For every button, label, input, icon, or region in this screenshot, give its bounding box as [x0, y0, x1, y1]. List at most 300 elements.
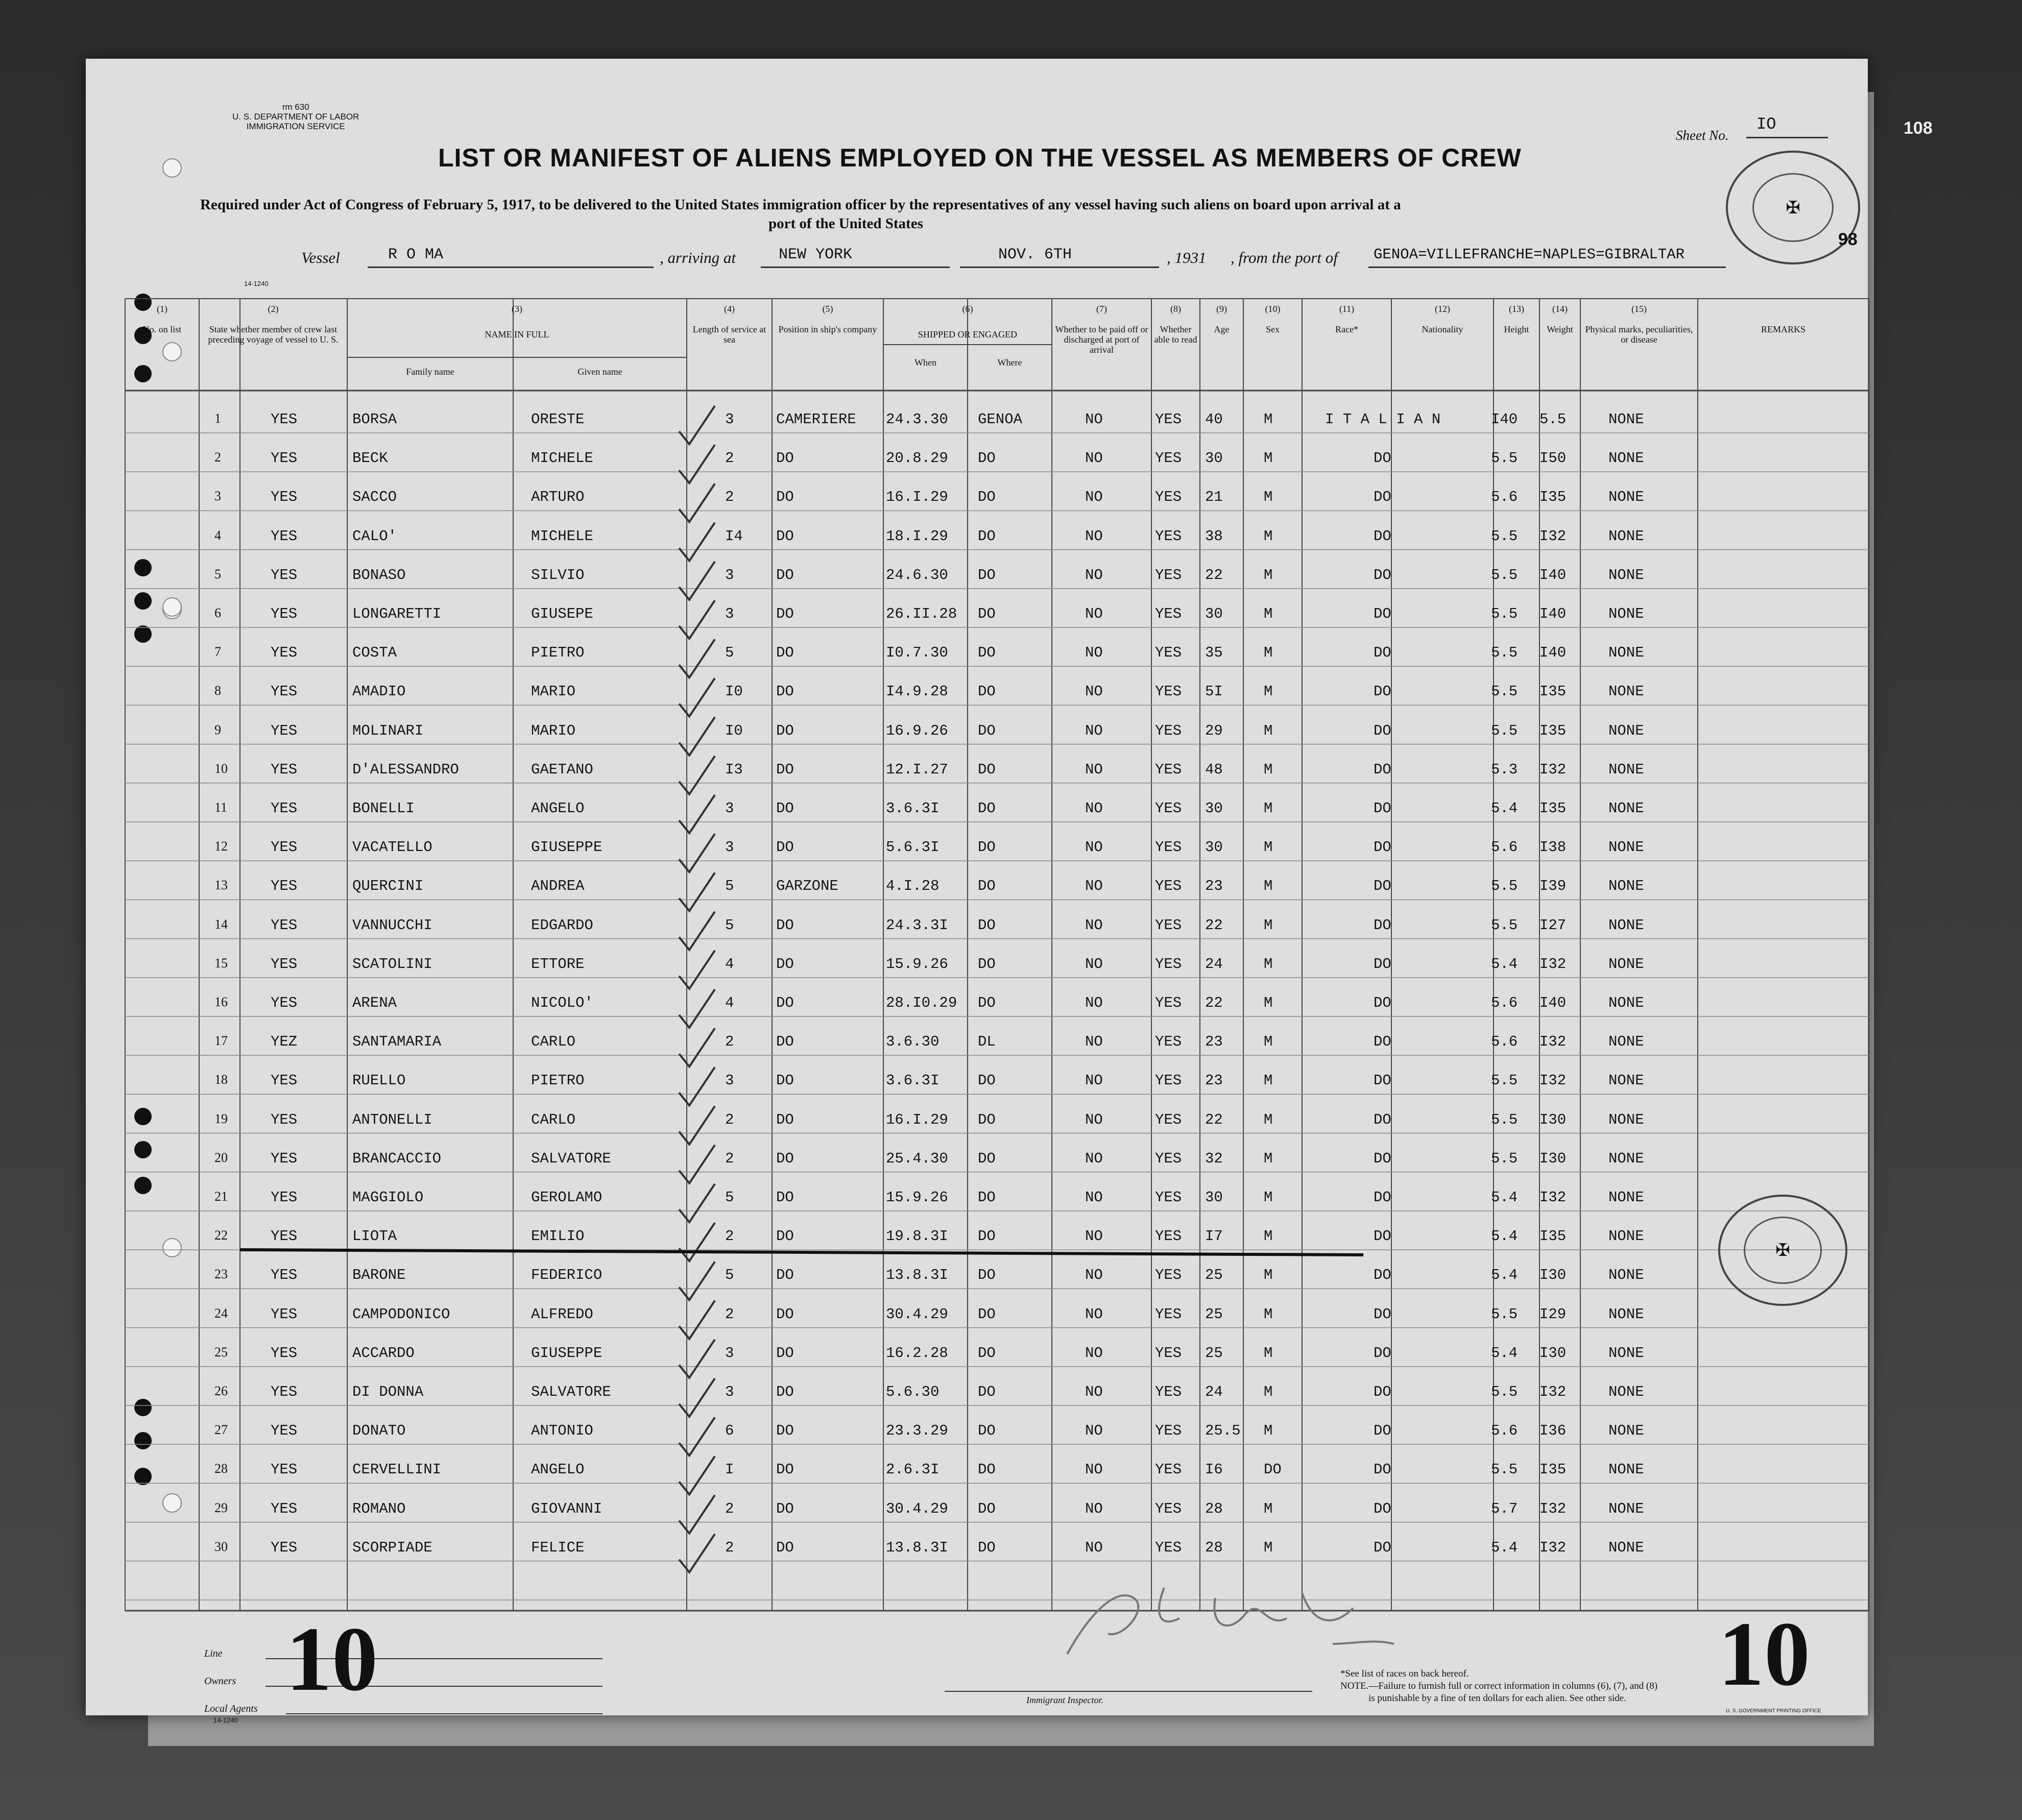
cell-paid-off: NO	[1085, 994, 1103, 1011]
cell-family-name: D'ALESSANDRO	[352, 761, 459, 778]
subtitle-line-2: port of the United States	[768, 215, 923, 232]
check-mark	[679, 1261, 715, 1300]
cell-shipped-where: DO	[978, 527, 996, 545]
cell-physical-marks: NONE	[1608, 527, 1644, 545]
cell-line-number: 9	[214, 722, 221, 737]
cell-shipped-where: DO	[978, 1461, 996, 1478]
cell-shipped-where: DO	[978, 916, 996, 934]
cell-given-name: CARLO	[531, 1111, 576, 1128]
cell-physical-marks: NONE	[1608, 1500, 1644, 1517]
column-header-14: Physical marks, peculiarities, or disease	[1585, 324, 1693, 345]
ports-of-departure: GENOA=VILLEFRANCHE=NAPLES=GIBRALTAR	[1374, 246, 1685, 263]
cell-paid-off: NO	[1085, 1461, 1103, 1478]
cell-age: 28	[1205, 1539, 1223, 1556]
cell-prior-voyage: YES	[271, 1539, 298, 1556]
column-header-6: Whether to be paid off or discharged at port of arrival	[1055, 324, 1148, 355]
cell-physical-marks: NONE	[1608, 800, 1644, 817]
cell-family-name: SCORPIADE	[352, 1539, 432, 1556]
stamp-number-98: 98	[1838, 230, 1858, 249]
cell-paid-off: NO	[1085, 411, 1103, 428]
cell-able-to-read: YES	[1155, 722, 1182, 739]
cell-prior-voyage: YES	[271, 1072, 298, 1089]
cell-physical-marks: NONE	[1608, 761, 1644, 778]
cell-service-length: 6	[725, 1422, 734, 1440]
check-mark	[679, 951, 715, 989]
check-mark	[679, 1534, 715, 1572]
cell-family-name: BARONE	[352, 1267, 406, 1284]
cell-weight: I32	[1539, 1072, 1567, 1089]
cell-weight: I32	[1539, 1033, 1567, 1051]
cell-weight: I32	[1539, 527, 1567, 545]
cell-service-length: 3	[725, 1072, 734, 1089]
cell-height: 5.6	[1491, 1422, 1518, 1440]
cell-paid-off: NO	[1085, 722, 1103, 739]
cell-line-number: 11	[214, 800, 228, 815]
cell-line-number: 18	[214, 1072, 228, 1087]
cell-physical-marks: NONE	[1608, 839, 1644, 856]
cell-age: 35	[1205, 644, 1223, 662]
cell-line-number: 12	[214, 839, 228, 854]
cell-service-length: 2	[725, 1150, 734, 1167]
check-mark	[679, 795, 715, 833]
column-header-7: Whether able to read	[1154, 324, 1197, 345]
cell-family-name: CALO'	[352, 527, 397, 545]
cell-height: 5.5	[1491, 1305, 1518, 1323]
cell-age: 21	[1205, 489, 1223, 506]
column-header-10: Race*	[1335, 324, 1358, 334]
cell-position: CAMERIERE	[776, 411, 856, 428]
arriving-label: , arriving at	[660, 249, 736, 266]
cell-age: 22	[1205, 566, 1223, 584]
cell-height: 5.5	[1491, 1384, 1518, 1400]
cell-position: DO	[776, 1539, 794, 1556]
cell-shipped-when: 30.4.29	[886, 1500, 948, 1517]
cell-shipped-where: DO	[978, 1189, 996, 1206]
cell-shipped-when: 16.I.29	[886, 489, 948, 506]
cell-given-name: SALVATORE	[531, 1150, 611, 1167]
check-mark	[679, 1106, 715, 1145]
cell-service-length: 3	[725, 800, 734, 817]
cell-shipped-where: DO	[978, 761, 996, 778]
cell-line-number: 28	[214, 1461, 228, 1476]
cell-nationality: DO	[1374, 761, 1391, 778]
cell-line-number: 5	[214, 566, 221, 581]
eagle-emblem-icon: ✠	[1752, 173, 1834, 242]
cell-given-name: GEROLAMO	[531, 1189, 603, 1206]
strike-through-row-22	[240, 1250, 1363, 1255]
column-subheader-5-0: When	[914, 357, 936, 368]
cell-paid-off: NO	[1085, 1111, 1103, 1128]
cell-line-number: 20	[214, 1150, 228, 1165]
cell-position: DO	[776, 1422, 794, 1440]
cell-age: 23	[1205, 1033, 1223, 1051]
cell-prior-voyage: YES	[271, 1267, 298, 1284]
cell-nationality: DO	[1374, 566, 1391, 584]
cell-position: DO	[776, 1150, 794, 1167]
column-number-4: (5)	[822, 304, 833, 314]
cell-paid-off: NO	[1085, 1384, 1103, 1400]
handwritten-number-right: 10	[1718, 1603, 1810, 1705]
cell-given-name: MICHELE	[531, 527, 593, 545]
cell-given-name: CARLO	[531, 1033, 576, 1051]
cell-service-length: 5	[725, 1267, 734, 1284]
cell-prior-voyage: YES	[271, 644, 298, 662]
cell-height: 5.5	[1491, 1461, 1518, 1478]
cell-given-name: GIUSEPPE	[531, 1344, 603, 1362]
cell-position: DO	[776, 916, 794, 934]
cell-shipped-where: DO	[978, 1344, 996, 1362]
cell-physical-marks: NONE	[1608, 1150, 1644, 1167]
check-mark	[679, 562, 715, 600]
cell-line-number: 24	[214, 1305, 228, 1321]
cell-paid-off: NO	[1085, 839, 1103, 856]
cell-nationality: DO	[1374, 839, 1391, 856]
cell-nationality: DO	[1374, 994, 1391, 1011]
cell-height: I40	[1491, 411, 1518, 428]
cell-sex: M	[1264, 955, 1273, 973]
column-number-8: (9)	[1216, 304, 1227, 314]
cell-family-name: BONASO	[352, 566, 406, 584]
cell-paid-off: NO	[1085, 1344, 1103, 1362]
cell-physical-marks: NONE	[1608, 450, 1644, 467]
check-mark	[679, 1184, 715, 1222]
cell-sex: M	[1264, 878, 1273, 895]
cell-height: 5.4	[1491, 1344, 1518, 1362]
cell-prior-voyage: YES	[271, 722, 298, 739]
cell-paid-off: NO	[1085, 683, 1103, 700]
column-number-11: (12)	[1435, 304, 1450, 314]
cell-height: 5.4	[1491, 955, 1518, 973]
cell-shipped-when: 18.I.29	[886, 527, 948, 545]
cell-line-number: 6	[214, 605, 221, 620]
cell-shipped-when: 19.8.3I	[886, 1228, 948, 1245]
cell-age: 22	[1205, 916, 1223, 934]
cell-weight: I35	[1539, 800, 1567, 817]
cell-physical-marks: NONE	[1608, 1539, 1644, 1556]
check-mark	[679, 1067, 715, 1105]
cell-weight: I40	[1539, 994, 1567, 1011]
cell-given-name: ORESTE	[531, 411, 585, 428]
cell-nationality: DO	[1374, 1228, 1391, 1245]
cell-given-name: EDGARDO	[531, 916, 593, 934]
cell-height: 5.5	[1491, 566, 1518, 584]
cell-nationality: DO	[1374, 1344, 1391, 1362]
cell-height: 5.5	[1491, 1111, 1518, 1128]
cell-shipped-when: 26.II.28	[886, 605, 957, 622]
cell-shipped-where: DO	[978, 839, 996, 856]
cell-position: DO	[776, 722, 794, 739]
cell-weight: I32	[1539, 1500, 1567, 1517]
cell-sex: M	[1264, 450, 1273, 467]
cell-weight: I35	[1539, 683, 1567, 700]
cell-family-name: DI DONNA	[352, 1384, 424, 1400]
cell-sex: M	[1264, 1267, 1273, 1284]
cell-physical-marks: NONE	[1608, 644, 1644, 662]
cell-service-length: 3	[725, 566, 734, 584]
cell-shipped-where: DO	[978, 1539, 996, 1556]
cell-nationality: DO	[1374, 489, 1391, 506]
cell-prior-voyage: YES	[271, 527, 298, 545]
column-number-0: (1)	[157, 304, 167, 314]
cell-weight: I32	[1539, 761, 1567, 778]
cell-prior-voyage: YES	[271, 761, 298, 778]
cell-shipped-when: 2.6.3I	[886, 1461, 940, 1478]
column-header-13: Weight	[1547, 324, 1573, 334]
subtitle-line-1: Required under Act of Congress of February 5, 1917, to be delivered to the United States immigration officer by the representatives of any vessel having such aliens on board upon arrival at a	[200, 197, 1401, 213]
cell-service-length: 3	[725, 411, 734, 428]
check-mark	[679, 1223, 715, 1261]
cell-line-number: 30	[214, 1539, 228, 1554]
form-code-top: 14-1240	[244, 280, 269, 287]
cell-given-name: NICOLO'	[531, 994, 593, 1011]
cell-shipped-where: DO	[978, 994, 996, 1011]
cell-shipped-where: DO	[978, 1267, 996, 1284]
cell-shipped-where: DO	[978, 1422, 996, 1440]
cell-able-to-read: YES	[1155, 761, 1182, 778]
cell-sex: M	[1264, 527, 1273, 545]
cell-shipped-when: 12.I.27	[886, 761, 948, 778]
cell-able-to-read: YES	[1155, 683, 1182, 700]
cell-shipped-when: 15.9.26	[886, 955, 948, 973]
cell-family-name: MOLINARI	[352, 722, 424, 739]
cell-given-name: FEDERICO	[531, 1267, 603, 1284]
cell-sex: M	[1264, 1384, 1273, 1400]
cell-shipped-when: 30.4.29	[886, 1305, 948, 1323]
cell-position: DO	[776, 1344, 794, 1362]
cell-given-name: PIETRO	[531, 644, 585, 662]
cell-able-to-read: YES	[1155, 1384, 1182, 1400]
cell-height: 5.6	[1491, 1033, 1518, 1051]
cell-weight: I35	[1539, 489, 1567, 506]
cell-position: DO	[776, 1267, 794, 1284]
column-subheader-5-1: Where	[997, 357, 1022, 368]
cell-shipped-where: DL	[978, 1033, 996, 1051]
column-header-11: Nationality	[1422, 324, 1463, 334]
cell-sex: DO	[1264, 1461, 1282, 1478]
cell-service-length: 2	[725, 489, 734, 506]
cell-age: 25.5	[1205, 1422, 1241, 1440]
cell-given-name: ANGELO	[531, 1461, 585, 1478]
cell-prior-voyage: YES	[271, 1422, 298, 1440]
cell-given-name: SILVIO	[531, 566, 585, 584]
cell-shipped-when: 28.I0.29	[886, 994, 957, 1011]
check-mark	[679, 1340, 715, 1378]
cell-age: 29	[1205, 722, 1223, 739]
cell-nationality: DO	[1374, 1267, 1391, 1284]
cell-age: 38	[1205, 527, 1223, 545]
check-mark	[679, 912, 715, 950]
column-subheader-2-1: Given name	[577, 367, 622, 377]
cell-nationality: DO	[1374, 1539, 1391, 1556]
cell-shipped-where: DO	[978, 489, 996, 506]
footer-line-label: Line	[204, 1648, 223, 1659]
cell-shipped-where: DO	[978, 722, 996, 739]
cell-shipped-where: DO	[978, 1072, 996, 1089]
cell-service-length: 2	[725, 1305, 734, 1323]
cell-position: DO	[776, 683, 794, 700]
cell-physical-marks: NONE	[1608, 1305, 1644, 1323]
cell-height: 5.4	[1491, 1228, 1518, 1245]
cell-sex: M	[1264, 1422, 1273, 1440]
cell-shipped-when: 23.3.29	[886, 1422, 948, 1440]
cell-service-length: 2	[725, 1111, 734, 1128]
cell-prior-voyage: YES	[271, 489, 298, 506]
column-number-9: (10)	[1265, 304, 1281, 314]
cell-position: DO	[776, 1033, 794, 1051]
cell-shipped-when: 3.6.3I	[886, 800, 940, 817]
column-number-1: (2)	[268, 304, 279, 314]
cell-family-name: CERVELLINI	[352, 1461, 442, 1478]
cell-age: 48	[1205, 761, 1223, 778]
cell-age: 22	[1205, 994, 1223, 1011]
cell-able-to-read: YES	[1155, 1500, 1182, 1517]
cell-nationality: DO	[1374, 1150, 1391, 1167]
cell-given-name: ARTURO	[531, 489, 585, 506]
cell-weight: I35	[1539, 722, 1567, 739]
cell-family-name: ANTONELLI	[352, 1111, 432, 1128]
cell-able-to-read: YES	[1155, 1111, 1182, 1128]
cell-paid-off: NO	[1085, 1189, 1103, 1206]
cell-prior-voyage: YES	[271, 916, 298, 934]
cell-sex: M	[1264, 722, 1273, 739]
cell-given-name: ANGELO	[531, 800, 585, 817]
cell-age: 22	[1205, 1111, 1223, 1128]
check-mark	[679, 756, 715, 794]
cell-paid-off: NO	[1085, 1150, 1103, 1167]
cell-sex: M	[1264, 1228, 1273, 1245]
cell-family-name: LIOTA	[352, 1228, 397, 1245]
cell-line-number: 22	[214, 1228, 228, 1243]
cell-position: DO	[776, 761, 794, 778]
cell-line-number: 7	[214, 644, 221, 660]
cell-height: 5.4	[1491, 1539, 1518, 1556]
cell-service-length: 2	[725, 1033, 734, 1051]
races-footnote: *See list of races on back hereof.	[1340, 1668, 1469, 1679]
cell-line-number: 29	[214, 1500, 228, 1515]
handwritten-number-left: 10	[286, 1608, 378, 1710]
cell-nationality: DO	[1374, 916, 1391, 934]
cell-prior-voyage: YES	[271, 566, 298, 584]
cell-prior-voyage: YES	[271, 1384, 298, 1400]
check-mark	[679, 717, 715, 756]
form-number: rm 630	[282, 102, 309, 112]
form-code-bottom: 14-1240	[213, 1716, 238, 1724]
cell-physical-marks: NONE	[1608, 1072, 1644, 1089]
cell-weight: I30	[1539, 1111, 1567, 1128]
cell-prior-voyage: YES	[271, 411, 298, 428]
cell-height: 5.5	[1491, 722, 1518, 739]
cell-able-to-read: YES	[1155, 1150, 1182, 1167]
column-number-14: (15)	[1631, 304, 1647, 314]
cell-weight: I40	[1539, 605, 1567, 622]
check-mark	[679, 523, 715, 561]
cell-shipped-when: 16.2.28	[886, 1344, 948, 1362]
cell-paid-off: NO	[1085, 800, 1103, 817]
cell-line-number: 23	[214, 1267, 228, 1282]
eagle-emblem-icon: ✠	[1744, 1217, 1822, 1284]
cell-position: DO	[776, 1461, 794, 1478]
cell-shipped-where: DO	[978, 800, 996, 817]
cell-nationality: DO	[1374, 722, 1391, 739]
cell-weight: I30	[1539, 1344, 1567, 1362]
cell-shipped-where: DO	[978, 1384, 996, 1400]
cell-family-name: BORSA	[352, 411, 397, 428]
cell-position: DO	[776, 955, 794, 973]
cell-prior-voyage: YES	[271, 839, 298, 856]
cell-line-number: 15	[214, 955, 228, 970]
cell-service-length: I0	[725, 683, 743, 700]
arrival-date: NOV. 6TH	[998, 246, 1072, 263]
cell-sex: M	[1264, 916, 1273, 934]
cell-able-to-read: YES	[1155, 1344, 1182, 1362]
cell-race: I T A L I A N	[1325, 411, 1441, 428]
cell-able-to-read: YES	[1155, 1072, 1182, 1089]
cell-family-name: SANTAMARIA	[352, 1033, 442, 1051]
cell-nationality: DO	[1374, 644, 1391, 662]
cell-height: 5.5	[1491, 644, 1518, 662]
cell-physical-marks: NONE	[1608, 1228, 1644, 1245]
cell-shipped-when: 4.I.28	[886, 878, 940, 895]
cell-height: 5.5	[1491, 878, 1518, 895]
cell-sex: M	[1264, 605, 1273, 622]
cell-age: 32	[1205, 1150, 1223, 1167]
column-number-3: (4)	[724, 304, 735, 314]
cell-sex: M	[1264, 1072, 1273, 1089]
cell-prior-voyage: YES	[271, 800, 298, 817]
cell-height: 5.5	[1491, 1072, 1518, 1089]
cell-nationality: DO	[1374, 1033, 1391, 1051]
cell-sex: M	[1264, 994, 1273, 1011]
cell-able-to-read: YES	[1155, 1228, 1182, 1245]
cell-prior-voyage: YES	[271, 1344, 298, 1362]
cell-able-to-read: YES	[1155, 527, 1182, 545]
cell-weight: I32	[1539, 955, 1567, 973]
cell-weight: I39	[1539, 878, 1567, 895]
cell-shipped-where: DO	[978, 1150, 996, 1167]
cell-given-name: GAETANO	[531, 761, 593, 778]
cell-shipped-when: 24.6.30	[886, 566, 948, 584]
cell-line-number: 25	[214, 1344, 228, 1360]
cell-paid-off: NO	[1085, 1072, 1103, 1089]
cell-given-name: ANDREA	[531, 878, 585, 895]
column-number-5: (6)	[962, 304, 973, 314]
cell-age: 25	[1205, 1344, 1223, 1362]
check-mark	[679, 639, 715, 677]
cell-shipped-when: 24.3.3I	[886, 916, 948, 934]
footer-agents-label: Local Agents	[204, 1703, 258, 1714]
cell-paid-off: NO	[1085, 878, 1103, 895]
cell-able-to-read: YES	[1155, 1539, 1182, 1556]
cell-sex: M	[1264, 839, 1273, 856]
cell-sex: M	[1264, 1033, 1273, 1051]
cell-nationality: DO	[1374, 1189, 1391, 1206]
cell-nationality: DO	[1374, 955, 1391, 973]
cell-shipped-where: GENOA	[978, 411, 1023, 428]
cell-position: DO	[776, 527, 794, 545]
cell-family-name: BONELLI	[352, 800, 415, 817]
cell-sex: M	[1264, 1189, 1273, 1206]
cell-physical-marks: NONE	[1608, 1033, 1644, 1051]
cell-given-name: MICHELE	[531, 450, 593, 467]
cell-family-name: ARENA	[352, 994, 397, 1011]
inspector-signature	[1047, 1567, 1404, 1669]
column-number-2: (3)	[512, 304, 522, 314]
cell-physical-marks: NONE	[1608, 1189, 1644, 1206]
cell-shipped-when: 5.6.30	[886, 1384, 940, 1400]
cell-height: 5.5	[1491, 1150, 1518, 1167]
check-mark	[679, 1456, 715, 1494]
cell-family-name: LONGARETTI	[352, 605, 442, 622]
